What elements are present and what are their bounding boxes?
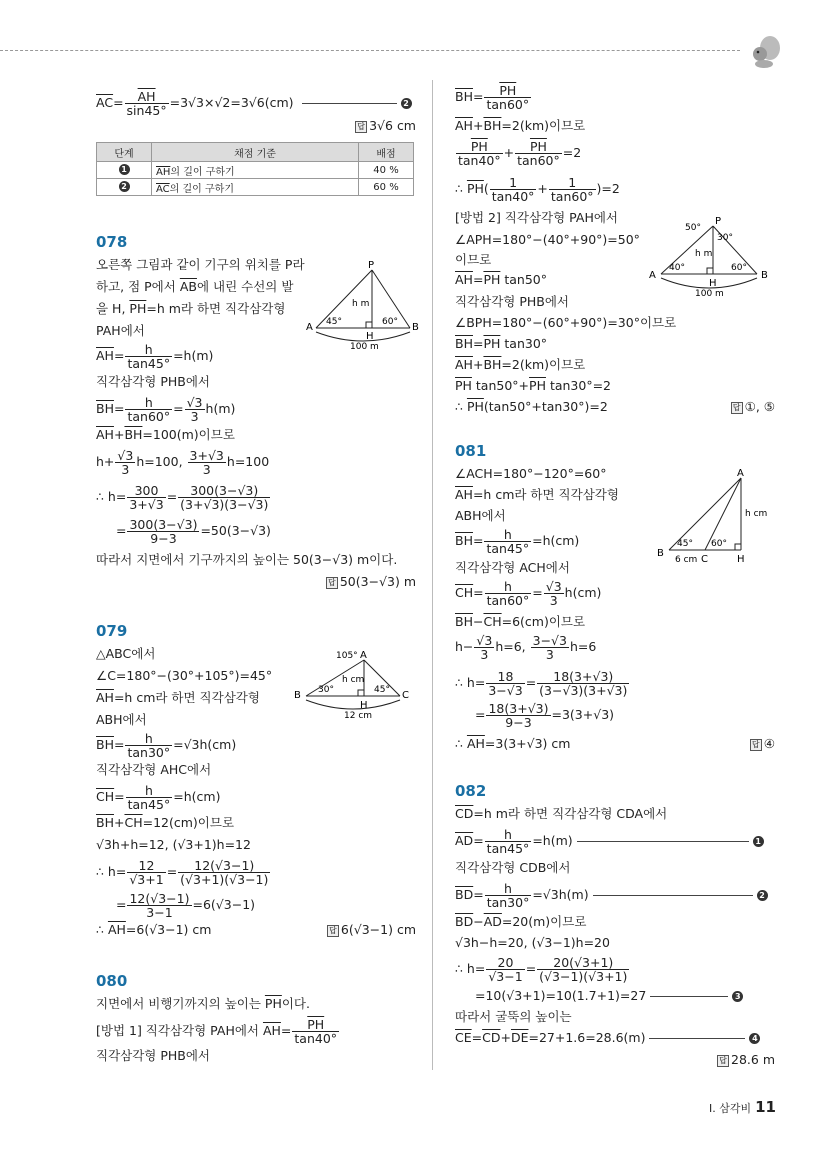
equation: ∴ $\overline{PH}(\tan 50^\circ+\tan 30^\circ)=2$	[455, 399, 608, 414]
label-B: B	[412, 322, 419, 333]
table-header: 단계	[97, 143, 152, 162]
equation: = $\frac{300(3-√3)}{9-3}$ =50(3−√3)	[116, 517, 271, 546]
label-A: A	[360, 650, 367, 661]
height-h: h m	[695, 249, 713, 259]
equation: $\overline{AH}=\overline{PH}$ tan50°	[455, 272, 547, 287]
scoring-table	[96, 142, 414, 196]
angle-105: 105°	[336, 651, 358, 661]
equation: √3h−h=20, (√3−1)h=20	[455, 935, 610, 950]
table-row: 2 $\overline{AC}$의 길이 구하기 60 %	[97, 179, 414, 196]
label-C: C	[402, 690, 409, 701]
angle-30: 30°	[717, 233, 733, 243]
equation: $\overline{CH}=$ $\frac{h}{\tan 45^\circ}$ =h(cm)	[96, 783, 221, 812]
label-P: P	[368, 260, 375, 271]
angle-50: 50°	[685, 223, 701, 233]
equation: ∴ h= $\frac{12}{√3+1}$ = $\frac{12(√3-1)}{(√3+1)(√3-1)}$	[96, 858, 269, 887]
equation: $\overline{BH}=$ $\frac{h}{\tan 60^\circ}$ = $\frac{√3}{3}$ h(m)	[96, 395, 236, 424]
equation: $\overline{BD}-\overline{AD}=20(m)$이므로	[455, 914, 587, 929]
squirrel-mascot-icon	[746, 34, 786, 70]
text-line: 오른쪽 그림과 같이 기구의 위치를 P라	[96, 257, 305, 272]
angle-40: 40°	[669, 263, 685, 273]
angle-45: 45°	[677, 539, 693, 549]
text-line: 직각삼각형 PHB에서	[96, 374, 211, 389]
text-line: 직각삼각형 PHB에서	[455, 294, 570, 309]
figure-079	[292, 646, 418, 720]
table-row: 1 $\overline{AH}$의 길이 구하기 40 %	[97, 162, 414, 179]
text-line: PAH에서	[96, 323, 145, 338]
equation: $\overline{BH}+\overline{CH}=12(cm)$이므로	[96, 815, 235, 830]
equation: h− $\frac{√3}{3}$ h=6, $\frac{3-√3}{3}$ h=6	[455, 633, 597, 662]
label-A: A	[737, 468, 744, 479]
equation: $\frac{\overline{PH}}{\tan 40^\circ}$ + $\frac{\overline{PH}}{\tan 60^\circ}$ =2	[458, 139, 582, 168]
figure-078	[306, 258, 418, 354]
page-number: 11	[755, 1098, 776, 1116]
label-H: H	[709, 278, 717, 289]
label-P: P	[715, 216, 722, 227]
text-line: ABH에서	[455, 508, 506, 523]
equation: ∴ h= $\frac{300}{3+√3}$ = $\frac{300(3-√3)}{(3+√3)(3-√3)}$	[96, 483, 269, 512]
equation: √3h+h=12, (√3+1)h=12	[96, 837, 251, 852]
p078-answer: 답 50(3−√3) m	[326, 574, 416, 589]
label-H: H	[360, 700, 368, 711]
text-line: 직각삼각형 ACH에서	[455, 560, 570, 575]
equation: ∴ $\overline{PH}$( $\frac{1}{\tan 40^\circ}$ + $\frac{1}{\tan 60^\circ}$ )=2	[455, 175, 620, 204]
p081-answer: 답 ④	[750, 736, 775, 751]
answer-icon: 답	[731, 402, 743, 414]
angle-45: 45°	[326, 317, 342, 327]
equation: $\overline{BD}=$ $\frac{h}{\tan 30^\circ}$ =√3h(m) 2	[455, 882, 775, 909]
problem-number-079: 079	[96, 622, 128, 640]
p077-line-ac: $\overline{AC}=$ $\frac{\overline{AH}}{\sin 45^\circ}$ =3√3×√2=3√6(cm) 2	[96, 90, 412, 117]
equation: $\overline{CH}=$ $\frac{h}{\tan 60^\circ}$ = $\frac{√3}{3}$ h(cm)	[455, 579, 602, 608]
problem-number-081: 081	[455, 442, 487, 460]
text-line: 따라서 지면에서 기구까지의 높이는 50(3−√3) m이다.	[96, 552, 398, 567]
text-line: 직각삼각형 AHC에서	[96, 762, 212, 777]
height-h: h m	[352, 299, 370, 309]
section-title: Ⅰ. 삼각비	[709, 1102, 752, 1115]
height-h: h cm	[745, 509, 768, 519]
left-column	[96, 80, 419, 1063]
base-length: 6 cm	[675, 555, 698, 565]
p080-answer: 답 ①, ⑤	[731, 399, 775, 414]
text-line: 을 H, $\overline{PH}=h$ m라 하면 직각삼각형	[96, 301, 286, 316]
p077-answer: 답 3√6 cm	[355, 118, 416, 133]
table-header: 배점	[359, 143, 414, 162]
equation: ∴ h= $\frac{20}{√3-1}$ = $\frac{20(√3+1)}{(√3-1)(√3+1)}$	[455, 955, 628, 984]
column-divider	[432, 80, 433, 1070]
equation: [방법 1] 직각삼각형 PAH에서 $\overline{AH}=$ $\frac{\overline{PH}}{\tan 40^\circ}$	[96, 1017, 338, 1046]
equation: $\overline{PH}$ $\tan 50^\circ+\overline{PH}$ tan30°=2	[455, 378, 612, 393]
step-marker: 2	[401, 98, 412, 109]
angle-60: 60°	[731, 263, 747, 273]
equation: $\overline{CE}=\overline{CD}+\overline{DE}=27+1.6=28.6(m)$ 4	[455, 1030, 775, 1046]
figure-081	[653, 466, 775, 566]
equation: ∠APH=180°−(40°+90°)=50°	[455, 232, 640, 247]
equation: = $\frac{12(√3-1)}{3-1}$ =6(√3−1)	[116, 891, 256, 920]
label-B: B	[657, 548, 664, 559]
figure-080	[645, 214, 775, 302]
equation: = $\frac{18(3+√3)}{9-3}$ =3(3+√3)	[475, 701, 615, 730]
angle-30: 30°	[318, 685, 334, 695]
table-header: 채점 기준	[152, 143, 359, 162]
label-A: A	[306, 322, 313, 333]
equation: $\overline{BH}=$ $\frac{h}{\tan 45^\circ}$ =h(cm)	[455, 527, 580, 556]
equation: $\overline{AD}=$ $\frac{h}{\tan 45^\circ}$ =h(m) 1	[455, 828, 775, 855]
step-marker: 3	[732, 991, 743, 1002]
equation: $\overline{AH}=$ $\frac{h}{\tan 45^\circ}$ =h(m)	[96, 342, 214, 371]
equation: h+ $\frac{√3}{3}$ h=100, $\frac{3+√3}{3}$ h=100	[96, 448, 270, 477]
equation: $\overline{BH}=\overline{PH}$ tan30°	[455, 336, 548, 351]
answer-icon: 답	[326, 577, 338, 589]
label-H: H	[366, 331, 374, 342]
equation: ∴ h= $\frac{18}{3-√3}$ = $\frac{18(3+√3)}{(3-√3)(3+√3)}$	[455, 669, 628, 698]
problem-number-082: 082	[455, 782, 487, 800]
label-B: B	[761, 270, 768, 281]
problem-number-080: 080	[96, 972, 128, 990]
label-B: B	[294, 690, 301, 701]
answer-icon: 답	[355, 121, 367, 133]
answer-icon: 답	[750, 739, 762, 751]
p082-answer: 답 28.6 m	[717, 1052, 775, 1067]
step-marker: 4	[749, 1033, 760, 1044]
angle-45: 45°	[374, 685, 390, 695]
page-footer	[709, 1098, 776, 1116]
equation: $\overline{BH}=$ $\frac{\overline{PH}}{\tan 60^\circ}$	[455, 83, 530, 112]
right-column	[455, 80, 775, 1067]
equation: ∠ACH=180°−120°=60°	[455, 466, 607, 481]
base-length: 100 m	[350, 342, 379, 352]
text-line: $\overline{AH}=h$ cm라 하면 직각삼각형	[96, 690, 260, 705]
angle-60: 60°	[711, 539, 727, 549]
text-line: 직각삼각형 PHB에서	[96, 1048, 211, 1063]
equation: $\overline{BH}=$ $\frac{h}{\tan 30^\circ}$ =√3h(cm)	[96, 731, 237, 760]
equation: ∴ $\overline{AH}=6(√3-1)$ cm	[96, 922, 212, 937]
step-marker: 1	[753, 836, 764, 847]
text-line: $\overline{CD}=h$ m라 하면 직각삼각형 CDA에서	[455, 806, 668, 821]
text-line: 따라서 굴뚝의 높이는	[455, 1009, 572, 1024]
answer-icon: 답	[717, 1055, 729, 1067]
text-line: 이므로	[455, 252, 492, 267]
equation: $\overline{AH}+\overline{BH}=100(m)$이므로	[96, 427, 235, 442]
text-line: 지면에서 비행기까지의 높이는 $\overline{PH}$이다.	[96, 996, 310, 1011]
base-length: 100 m	[695, 289, 724, 299]
label-C: C	[701, 554, 708, 565]
answer-icon: 답	[327, 925, 339, 937]
problem-number-078: 078	[96, 233, 128, 251]
angle-60: 60°	[382, 317, 398, 327]
equation: ∴ $\overline{AH}=3(3+√3)$ cm	[455, 736, 571, 751]
header-dashed-line	[0, 50, 740, 51]
text-line: 직각삼각형 CDB에서	[455, 860, 571, 875]
equation: =10(√3+1)=10(1.7+1)=27 3	[475, 988, 775, 1004]
equation: $\overline{AH}+\overline{BH}=2(km)$이므로	[455, 357, 586, 372]
text-line: ABH에서	[96, 712, 147, 727]
text-line: $\overline{AH}=h$ cm라 하면 직각삼각형	[455, 487, 619, 502]
base-length: 12 cm	[344, 711, 373, 721]
equation: $\overline{BH}-\overline{CH}=6(cm)$이므로	[455, 614, 586, 629]
text-line: 하고, 점 P에서 $\overline{AB}$에 내린 수선의 발	[96, 279, 294, 294]
text-line: △ABC에서	[96, 646, 156, 661]
equation: $\overline{AH}+\overline{BH}=2(km)$이므로	[455, 118, 586, 133]
step-marker: 2	[757, 890, 768, 901]
p079-answer: 답 6(√3−1) cm	[327, 922, 416, 937]
label-H: H	[737, 554, 745, 565]
height-h: h cm	[342, 675, 365, 685]
text-line: [방법 2] 직각삼각형 PAH에서	[455, 210, 618, 225]
label-A: A	[649, 270, 656, 281]
equation: ∠BPH=180°−(60°+90°)=30°이므로	[455, 315, 677, 330]
text-line: ∠C=180°−(30°+105°)=45°	[96, 668, 273, 683]
